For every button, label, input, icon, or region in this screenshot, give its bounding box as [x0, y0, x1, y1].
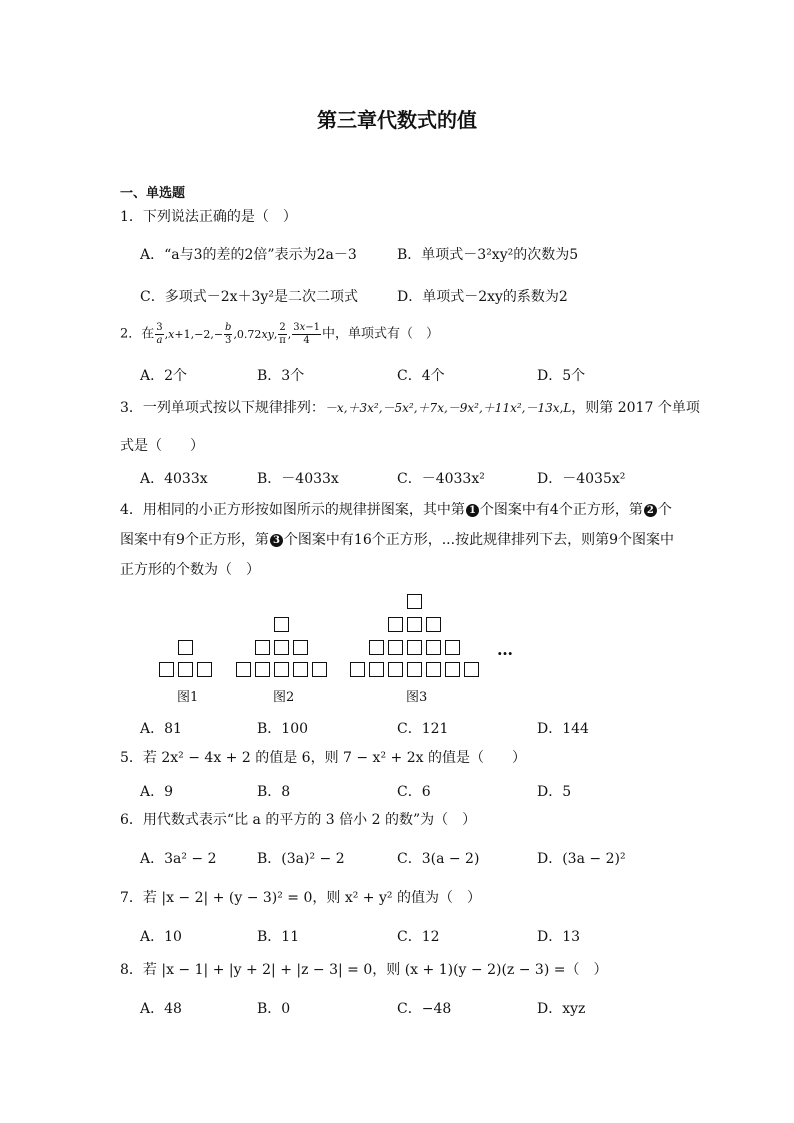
q2-option-a[interactable]: A．2个 [140, 368, 188, 384]
q6-option-b[interactable]: B．(3a)² − 2 [257, 851, 345, 867]
square [274, 617, 289, 632]
figure-1-label: 图1 [177, 690, 199, 705]
square [426, 617, 441, 632]
square [350, 662, 365, 677]
question-stem: 用相同的小正方形按如图所示的规律拼图案，其中第 [142, 502, 465, 518]
question-stem: 用代数式表示“比 a 的平方的 3 倍小 2 的数”为（ ） [142, 812, 477, 828]
q2-option-c[interactable]: C．4个 [397, 368, 445, 384]
q6-option-c[interactable]: C．3(a − 2) [397, 851, 480, 867]
question-1 [120, 207, 297, 227]
q2-option-d[interactable]: D．5个 [537, 368, 586, 384]
question-3 [120, 398, 700, 418]
question-stem: 下列说法正确的是（ ） [142, 209, 297, 225]
q8-option-b[interactable]: B．0 [257, 1001, 291, 1017]
question-4-line2 [120, 530, 674, 550]
q6-option-a[interactable]: A．3a² − 2 [140, 851, 217, 867]
square [293, 640, 308, 655]
page-title: 第三章代数式的值 [317, 108, 477, 132]
square [274, 640, 289, 655]
question-stem: 一列单项式按以下规律排列： [142, 400, 325, 416]
square [178, 640, 193, 655]
figure-3-label: 图3 [406, 690, 428, 705]
square [236, 662, 251, 677]
question-stem: 图案中有9个正方形，第 [120, 532, 269, 548]
q7-option-c[interactable]: C．12 [397, 929, 440, 945]
q8-option-c[interactable]: C．−48 [397, 1001, 452, 1017]
q1-option-b[interactable]: B．单项式－3²xy²的次数为5 [397, 247, 579, 263]
q1-option-c[interactable]: C．多项式－2x＋3y²是二次二项式 [140, 289, 358, 305]
circled-number: 1 [466, 504, 479, 517]
q8-option-a[interactable]: A．48 [140, 1001, 182, 1017]
square [426, 640, 441, 655]
question-number: 5． [120, 750, 143, 766]
q5-option-d[interactable]: D．5 [537, 784, 572, 800]
square [369, 662, 384, 677]
square [445, 662, 460, 677]
ellipsis: … [497, 640, 513, 659]
q1-option-d[interactable]: D．单项式－2xy的系数为2 [397, 289, 568, 305]
q7-option-b[interactable]: B．11 [257, 929, 300, 945]
q4-option-a[interactable]: A．81 [140, 721, 182, 737]
question-8 [120, 960, 607, 980]
square [407, 640, 422, 655]
q4-option-b[interactable]: B．100 [257, 721, 309, 737]
question-7 [120, 888, 481, 908]
q6-option-d[interactable]: D．(3a − 2)² [537, 851, 626, 867]
square [255, 662, 270, 677]
q4-option-d[interactable]: D．144 [537, 721, 589, 737]
q4-option-c[interactable]: C．121 [397, 721, 449, 737]
square [464, 662, 479, 677]
sequence: －x,＋3x²,－5x²,＋7x,－9x²,＋11x²,－13x,L [324, 401, 572, 415]
question-stem: 个 [657, 502, 672, 518]
square [407, 662, 422, 677]
square [159, 662, 174, 677]
q7-option-d[interactable]: D．13 [537, 929, 581, 945]
circled-number: 3 [270, 534, 283, 547]
question-number: 8． [120, 962, 143, 978]
question-stem: 若 2x² − 4x + 2 的值是 6，则 7 − x² + 2x 的值是（ ） [142, 750, 526, 766]
stem-suffix: 中，单项式有（ ） [322, 326, 440, 342]
section-heading: 一、单选题 [120, 186, 186, 201]
square [445, 640, 460, 655]
question-stem: 若 |x − 2| + (y − 3)² = 0，则 x² + y² 的值为（ ） [142, 890, 481, 906]
circled-number: 2 [644, 504, 657, 517]
expression-list: $\frac{3}{a}$ ,x+1,−2,− $\frac{b}{3}$ ,0.72xy, $\frac{2}{\pi}$ , $\frac{3x-1}{4}$ [156, 322, 320, 346]
square [407, 617, 422, 632]
question-number: 2． [120, 326, 142, 342]
question-5 [120, 748, 526, 768]
square [312, 662, 327, 677]
question-4-line3: 正方形的个数为（ ） [120, 562, 260, 578]
question-stem: 若 |x − 1| + |y + 2| + |z − 3| = 0，则 (x + 1)(y − 2)(z − 3) =（ ） [142, 962, 608, 978]
square [197, 662, 212, 677]
square [293, 662, 308, 677]
question-3-line2: 式是（ ） [120, 438, 204, 454]
question-number: 3． [120, 400, 143, 416]
question-stem: 个图案中有4个正方形，第 [479, 502, 643, 518]
question-2 [120, 322, 439, 347]
square [178, 662, 193, 677]
q3-option-d[interactable]: D．－4035x² [537, 471, 626, 487]
square [388, 640, 403, 655]
q5-option-c[interactable]: C．6 [397, 784, 431, 800]
q3-option-c[interactable]: C．－4033x² [397, 471, 485, 487]
figure-2-label: 图2 [273, 690, 295, 705]
square [255, 640, 270, 655]
q8-option-d[interactable]: D．xyz [537, 1001, 586, 1017]
square [388, 617, 403, 632]
q5-option-a[interactable]: A．9 [140, 784, 174, 800]
question-stem: 个图案中有16个正方形，...按此规律排列下去，则第9个图案中 [283, 532, 674, 548]
q1-option-a[interactable]: A．“a与3的差的2倍”表示为2a－3 [140, 247, 357, 263]
question-number: 4． [120, 502, 143, 518]
square [426, 662, 441, 677]
square [388, 662, 403, 677]
stem-prefix: 在 [141, 326, 155, 342]
q2-option-b[interactable]: B．3个 [257, 368, 305, 384]
question-6 [120, 810, 476, 830]
question-number: 7． [120, 890, 143, 906]
square [274, 662, 289, 677]
question-number: 1． [120, 209, 143, 225]
square [369, 640, 384, 655]
question-4 [120, 500, 672, 520]
q3-option-a[interactable]: A．4033x [140, 471, 208, 487]
question-number: 6． [120, 812, 143, 828]
q5-option-b[interactable]: B．8 [257, 784, 291, 800]
q7-option-a[interactable]: A．10 [140, 929, 182, 945]
square [407, 594, 422, 609]
q3-option-b[interactable]: B．－4033x [257, 471, 339, 487]
question-stem-cont: ，则第 2017 个单项 [571, 400, 700, 416]
